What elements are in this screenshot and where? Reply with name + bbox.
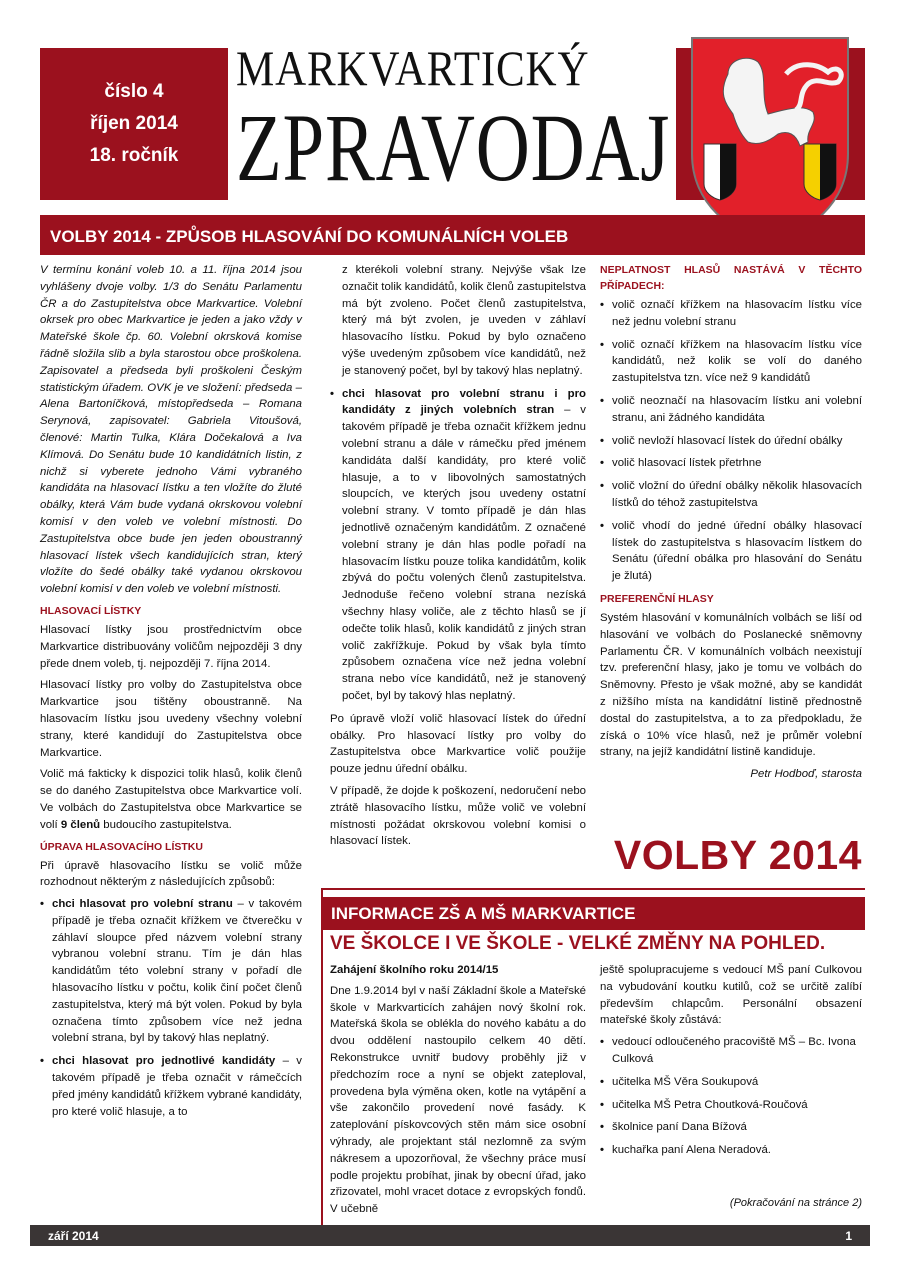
footer-date: září 2014 [48, 1229, 99, 1243]
list-item: • volič hlasovací lístek přetrhne [600, 455, 862, 472]
masthead-line2: ZPRAVODAJ [236, 94, 671, 201]
option-1-text-continuation: z kterékoli volební strany. Nejvýše však lze označit tolik kandidátů, kolik členů zastupitelstva má být zvoleno. Počet členů zastupitelstva, který má být zvolen, je uveden v záhlaví hlasovacího lístku. Pokud by bylo označeno výše uvedeným způsobem více kandidátů, než je stanovený počet, byl by takový hlas neplatný. [342, 264, 586, 377]
list-item: • učitelka MŠ Věra Soukupová [600, 1074, 862, 1091]
issue-number: číslo 4 [104, 81, 164, 102]
list-item: • volič neoznačí na hlasovacím lístku ani volební stranu, ani žádného kandidáta [600, 393, 862, 427]
list-item: • volič označí křížkem na hlasovacím lístku více než jednu volební stranu [600, 297, 862, 331]
list-item: • učitelka MŠ Petra Choutková-Roučová [600, 1097, 862, 1114]
column-3 [600, 262, 862, 788]
list-item: • kuchařka paní Alena Neradová. [600, 1142, 862, 1159]
paragraph: Po úpravě vloží volič hlasovací lístek do úřední obálky. Pro hlasovací lístky pro volby do Zastupitelstva obce Markvartice volič použije pouze jednu úřední obálku. [330, 712, 586, 776]
article-headline: VE ŠKOLCE I VE ŠKOLE - VELKÉ ZMĚNY NA POHLED. [330, 933, 826, 954]
voting-options-list-continued [330, 386, 586, 705]
article-subtitle: Zahájení školního roku 2014/15 [330, 964, 499, 976]
heading-uprava: ÚPRAVA HLASOVACÍHO LÍSTKU [40, 840, 203, 853]
issue-volume: 18. ročník [89, 145, 179, 166]
masthead-line1: MARKVARTICKÝ [236, 40, 590, 96]
school-column-1 [330, 962, 586, 1223]
heading-neplatnost: NEPLATNOST HLASŮ NASTÁVÁ V TĚCHTO PŘÍPADECH: [600, 264, 862, 292]
list-item: • chci hlasovat pro volební stranu i pro kandidáty z jiných volebních stran – v takovém případě je třeba označit křížkem jednu volební stranu a dále v rámečku před jménem kandidáta další kandidáty, pro které volič hlasuje, a to v libovolných samostatných sloupcích, ve kterých jsou uvedeny ostatní volební strany. V tomto případě je dán hlas jednotlivě označeným kandidátům. Z označené volební strany je dán hlas podle pořadí na hlasovacím lístku pouze tolika kandidátům, kolik zbývá do počtu volených členů zastupitelstva. Jednoduše řečeno volební strana nezíská všechny hlasy voliče, ale z těchto hlasů se jí odečte tolik hlasů, kolik kandidátů z jiných stran volič zakřížkuje. Pokud by však byla tímto způsobem označena více než jedna volební strana nebo více kandidátů, než je stanovený počet, byl by takový hlas neplatný. [330, 386, 586, 705]
paragraph: Volič má fakticky k dispozici tolik hlasů, kolik členů se do daného Zastupitelstva obce Markvartice volí. Ve volbách do Zastupitelstva obce Markvartice se volí 9 členů budoucího zastupitelstva. [40, 768, 302, 831]
staff-list [600, 1034, 862, 1159]
list-item: • volič nevloží hlasovací lístek do úřední obálky [600, 433, 862, 450]
paragraph: Hlasovací lístky pro volby do Zastupitelstva obce Markvartice jsou tištěny oboustranně. Na hlasovacím lístku jsou uvedeny všechny volební strany, které kandidují do Zastupitelstva obce Markvartice. [40, 679, 302, 759]
volby-banner: VOLBY 2014 [613, 832, 862, 878]
list-item: • volič vložní do úřední obálky několik hlasovacích lístků do téhož zastupitelstva [600, 478, 862, 512]
list-item: • chci hlasovat pro jednotlivé kandidáty – v takovém případě je třeba označit v rámečcích před jmény kandidátů křížkem vybrané kandidáty, pro které volič hlasuje, a to [40, 1053, 302, 1120]
paragraph: Při úpravě hlasovacího lístku se volič může rozhodnout některým z následujících způsobů: [40, 859, 302, 889]
list-item: • školnice paní Dana Bížová [600, 1119, 862, 1136]
section-title-bar: INFORMACE ZŠ A MŠ MARKVARTICE [321, 897, 865, 930]
page-footer [30, 1225, 870, 1246]
signature: Petr Hodboď, starosta [750, 768, 862, 781]
page-number: 1 [845, 1229, 852, 1243]
invalid-votes-list [600, 297, 862, 585]
list-item: • vedoucí odloučeného pracoviště MŠ – Bc. Ivona Culková [600, 1034, 862, 1068]
issue-info-box [40, 48, 228, 200]
intro-paragraph: V termínu konání voleb 10. a 11. října 2014 jsou vyhlášeny dvoje volby. 1/3 do Senátu Parlamentu ČR a do Zastupitelstva obce Markvartice. Volební okrsek pro obec Markvartice je jeden a jako vždy v Mateřské škole čp. 60. Volební okrsková komise řádně složila slib a byla starostou obce proškolena. Zapisovatel a předseda byli proškoleni Českým statistickým úřadem. OVK je ve složení: předseda – Alena Bartoníčková, místopředseda – Romana Serynová, zapisovatel: Gabriela Vitoušová, členové: Martin Tulka, Klára Dočekalová a Iva Klímová. Do Senátu bude 10 kandidátních listin, z nichž si vyberete jednoho Vámi vybraného kandidáta na hlasovací lístku a ten vložíte do žluté obálky, která Vám bude vydaná okrskovou volební komisí v den voleb ve volební místnosti. Do Zastupitelstva obce bude jen jeden oboustranný hlasovací lístek všech kandidujících stran, který vložíte do šedé obálky také vydanou okrskovou volební komisí v den voleb ve volební místnosti. [40, 264, 302, 596]
list-item: • chci hlasovat pro volební stranu – v takovém případě je třeba označit křížkem ve čtverečku v záhlaví sloupce před názvem volební strany vybranou volební stranu. Tím je dán hlas kandidátům této volební strany v pořadí dle hlasovacího lístku v počtu, kolik činí počet členů zastupitelstva, který má být volen. Pokud by byla označena tímto způsobem více než jedna volební strana, byl by takový hlas neplatný. [40, 896, 302, 1047]
school-column-2 [600, 962, 862, 1165]
list-item: • volič vhodí do jedné úřední obálky hlasovací lístek do zastupitelstva s hlasovacím lístkem do Senátu (úřední obálka pro hlasování do Senátu je žlutá) [600, 518, 862, 585]
option-1-text-part1: – v takovém případě je třeba označit v rámečcích před jmény kandidátů křížkem vybrané kandidáty, pro které volič hlasuje, a to [52, 1055, 302, 1118]
column-2 [330, 262, 586, 855]
school-paragraph: Dne 1.9.2014 byl v naší Základní škole a Mateřské škole v Markvarticích zahájen nový školní rok. Mateřská škola se oblékla do nového kabátu a do dvou oddělení nastoupilo celkem 40 dětí. Rekonstrukce uvnitř budovy proběhly již v předchozím roce a nyní se objekt zateploval, provedena byla výměna oken, kotle na vytápění a vše zakončilo provedení nové fasády. K zateplování pískovcových stěn mám sice osobní výhrady, ale projektant stál nezlomně za svým nákresem a upozorňoval, že všechny práce musí podle projektu probíhat, jinak by obecní úřad, jako zřizovatel, mohl vracet dotace z evropských fondů. V učebně [330, 984, 586, 1216]
coat-of-arms-icon [688, 34, 852, 242]
divider [321, 888, 865, 890]
heading-preferencni: PREFERENČNÍ HLASY [600, 592, 714, 605]
continued-note: (Pokračování na stránce 2) [729, 1197, 862, 1209]
column-1 [40, 262, 302, 1120]
divider [321, 888, 323, 1226]
heading-hlasovaci-listky: HLASOVACÍ LÍSTKY [40, 604, 142, 617]
paragraph: Hlasovací lístky jsou prostřednictvím obce Markvartice distribuovány voličům nejpozději 3 dny přede dnem voleb, tj. nejpozději 7. října 2014. [40, 623, 302, 670]
issue-date: říjen 2014 [90, 113, 178, 134]
voting-options-list [40, 896, 302, 1120]
article-title-bar: VOLBY 2014 - ZPŮSOB HLASOVÁNÍ DO KOMUNÁLNÍCH VOLEB [40, 215, 865, 255]
list-item: • volič označí křížkem na hlasovacím lístku více kandidátů, než kolik se volí do daného zastupitelstva tzn. více než 9 kandidátů [600, 337, 862, 387]
paragraph: V případě, že dojde k poškození, nedoručení nebo ztrátě hlasovacího lístku, může volič ve volební místnosti požádat okrskovou volební komisi o hlasovací lístek. [330, 784, 586, 848]
school-paragraph-continuation: ještě spolupracujeme s vedoucí MŠ paní Culkovou na vybudování koutku kutilů, což se určitě zalíbí především chlapcům. Personální obsazení mateřské školy zůstává: [600, 964, 862, 1027]
paragraph: Systém hlasování v komunálních volbách se liší od hlasování ve volbách do Poslanecké sněmovny Parlamentu ČR. V komunálních volbách neexistují tzv. preferenční hlasy, jako je tomu ve volbách do Sněmovny. Přesto je však možné, aby se kandidát z nižšího místa na kandidátní listině přednostně dostal do zastupitelstva, a to za předpokladu, že získá o 10% více hlasů, než je průměr volební strany, na jejíž kandidátní listině kandiduje. [600, 611, 862, 759]
